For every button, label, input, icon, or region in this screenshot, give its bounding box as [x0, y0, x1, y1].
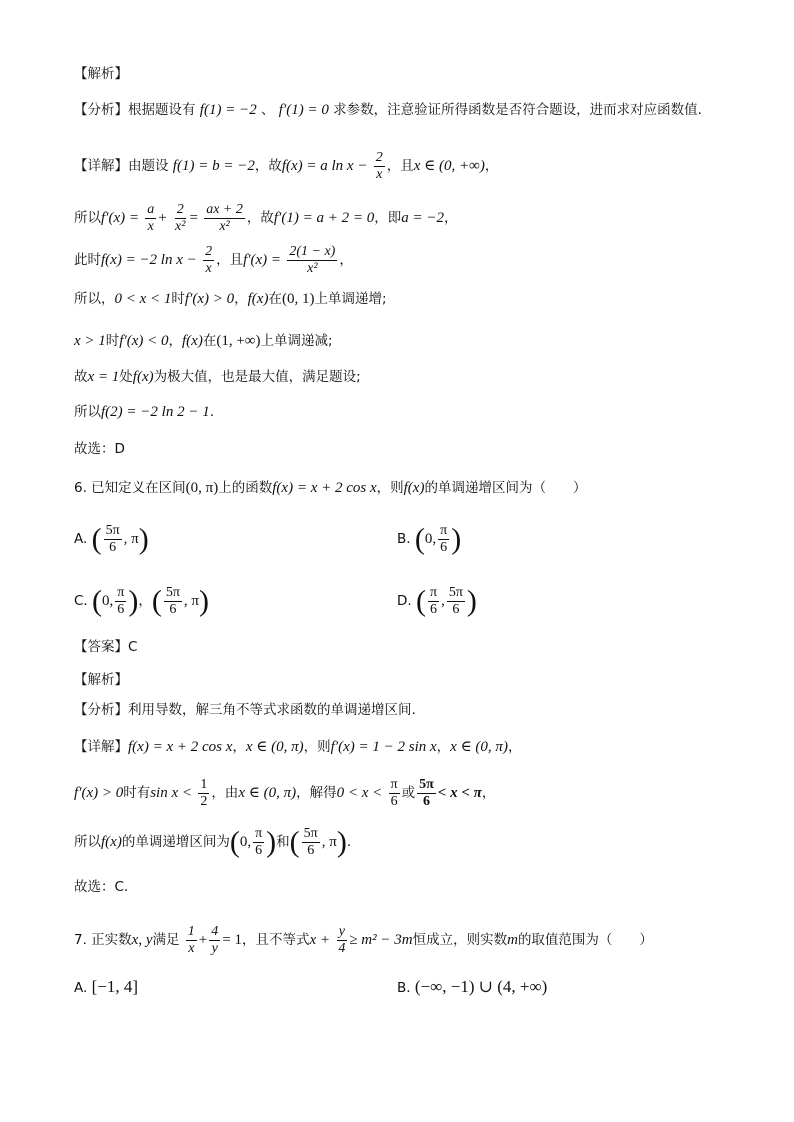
math: ≥ m² − 3m	[349, 932, 413, 949]
text: 根据题设有	[128, 102, 196, 118]
math: f(x) = x + 2 cos x	[128, 739, 233, 755]
option-b[interactable]	[397, 977, 547, 997]
detail-line-1	[74, 150, 498, 183]
text: ，故	[254, 158, 282, 175]
text: 、	[261, 102, 275, 118]
math: x ∈ (0, π)	[238, 785, 297, 802]
fraction: $\frac{a}{x}$	[147, 202, 155, 235]
math: x +	[309, 932, 331, 949]
math: (0, π)	[185, 480, 219, 496]
math: f(x)	[132, 369, 154, 385]
answer-line: 故选：D	[74, 441, 125, 457]
option-label: B.	[397, 980, 411, 996]
analysis-line: 【分析】利用导数，解三角不等式求函数的单调递增区间.	[74, 702, 416, 718]
math: f(1) = −2	[199, 102, 257, 118]
math: x ∈ (0, π)	[450, 739, 508, 755]
detail-line-1: 【详解】f(x) = x + 2 cos x，x ∈ (0, π)，则f′(x) = 1 − 2 sin x，x ∈ (0, π)，	[74, 739, 522, 755]
fraction: $\frac{\pi}{6}$	[117, 585, 125, 618]
text: 处	[119, 369, 133, 385]
text: ，	[484, 158, 499, 175]
math: 0 < x <	[336, 785, 383, 802]
option-label: B.	[397, 531, 411, 548]
text: 时	[105, 333, 120, 349]
answer-line: 故选：C.	[74, 879, 129, 895]
math: f′(x) = 1 − 2 sin x	[330, 739, 437, 755]
analysis-line	[74, 103, 702, 118]
fraction: $\frac{5\pi}{6}$	[303, 826, 318, 859]
detail-line-4	[74, 292, 387, 307]
math: f′(1) = 0	[278, 102, 329, 118]
math: f(x)	[247, 291, 269, 307]
fraction: $\frac{2}{x}$	[375, 150, 383, 183]
math: f(x)	[403, 480, 425, 496]
text: .	[209, 404, 214, 420]
text: 所以	[74, 404, 101, 420]
detail-line-7	[74, 405, 214, 420]
math: f′(x) < 0	[119, 333, 169, 349]
math: f(x)	[101, 834, 122, 851]
question-6-stem	[74, 481, 586, 496]
detail-tag: 【详解】	[74, 158, 128, 175]
math: sin x <	[150, 785, 193, 802]
option-label: A.	[74, 980, 88, 996]
text: ，即	[374, 210, 402, 227]
text: 此时	[74, 252, 101, 269]
fraction: $\frac{5\pi}{6}$	[448, 585, 463, 618]
answer-tag: 【答案】C	[74, 639, 138, 655]
option-label: A.	[74, 531, 88, 548]
math: a = −2	[401, 210, 444, 227]
text: 在	[268, 291, 282, 307]
math: f′(x) =	[243, 252, 282, 269]
text: 6. 已知定义在区间	[74, 480, 186, 496]
text: 故	[74, 369, 88, 385]
analysis-heading: 【解析】	[74, 66, 128, 82]
detail-line-6	[74, 370, 361, 385]
math: (0, 1)	[281, 291, 315, 307]
text: 为极大值，也是最大值，满足题设;	[153, 369, 361, 385]
option-d[interactable]: D. ( $\frac{\pi}{6}$ , $\frac{5\pi}{6}$ )	[397, 584, 477, 618]
math: f′(1) = a + 2 = 0	[273, 210, 375, 227]
fraction: $\frac{2}{\text{x²}}$	[175, 202, 186, 235]
math: f(x)	[182, 333, 203, 349]
text: ，	[339, 252, 353, 269]
math: x, y	[131, 932, 153, 949]
option-value: [−1, 4]	[91, 977, 139, 996]
math: x ∈ (0, π)	[245, 739, 304, 755]
fraction: $\frac{ax + 2}{\text{x²}}$	[206, 202, 243, 235]
math: +	[158, 210, 167, 227]
math: f(x) = −2 ln x −	[101, 252, 197, 269]
detail-line-2: f′(x) > 0时有sin x < $\frac{1}{2}$ ，由x ∈ (0, π)，解得0 < x < $\frac{\pi}{6}$ 或 $\frac{5\pi}{6}$ < x < π，	[74, 777, 496, 810]
text: ，	[234, 291, 248, 307]
fraction: $\frac{\pi}{6}$	[429, 585, 438, 618]
fraction: $\frac{2(1 - x)}{\text{x²}}$	[289, 244, 336, 277]
math: x ∈ (0, +∞)	[413, 158, 485, 175]
math: f(2) = −2 ln 2 − 1	[101, 404, 210, 420]
text: ，且	[216, 252, 244, 269]
option-label: D.	[397, 593, 412, 610]
text: ，且	[386, 158, 414, 175]
text: 在	[202, 333, 217, 349]
option-b[interactable]: B. (0, $\frac{\pi}{6}$ )	[397, 522, 462, 556]
math: f(x) = a ln x −	[281, 158, 368, 175]
fraction: $\frac{2}{x}$	[205, 244, 213, 277]
text: ，	[443, 210, 458, 227]
detail-line-2	[74, 202, 457, 235]
math: < x < π	[437, 785, 482, 802]
math: = 1	[222, 932, 242, 949]
detail-tag: 【详解】	[74, 739, 128, 755]
math: m	[507, 932, 518, 949]
text: 的单调递增区间为（ ）	[424, 480, 587, 496]
detail-line-3	[74, 244, 353, 277]
math: f(x) = x + 2 cos x	[272, 480, 377, 496]
text: 求参数，注意验证所得函数是否符合题设，进而求对应函数值.	[333, 102, 702, 118]
text: 上的函数	[218, 480, 273, 496]
text: 上单调递增;	[314, 291, 387, 307]
text: 所以	[74, 210, 101, 227]
option-value: (−∞, −1) ∪ (4, +∞)	[414, 977, 548, 996]
math: f′(x) > 0	[184, 291, 235, 307]
text: ，	[168, 333, 182, 349]
detail-line-5	[74, 334, 333, 349]
text: 上单调递减;	[260, 333, 333, 349]
option-a[interactable]	[74, 977, 138, 997]
math: x > 1	[74, 333, 106, 349]
fraction: $\frac{5\pi}{6}$	[419, 777, 434, 810]
math: 0 < x < 1	[114, 291, 172, 307]
math: (1, +∞)	[216, 333, 261, 349]
fraction: $\frac{1}{2}$	[200, 777, 208, 810]
option-c[interactable]: C. (0, $\frac{\pi}{6}$ )，( $\frac{5\pi}{6}$ , π)	[74, 584, 209, 618]
math: f′(x) > 0	[74, 785, 124, 802]
fraction: $\frac{5\pi}{6}$	[105, 523, 120, 556]
fraction: $\frac{5\pi}{6}$	[165, 585, 180, 618]
text: 所以，	[74, 291, 115, 307]
fraction: $\frac{1}{x}$	[187, 924, 195, 957]
text: 由题设	[128, 158, 169, 175]
text: ，则	[376, 480, 404, 496]
fraction: $\frac{\pi}{6}$	[440, 523, 448, 556]
analysis-heading: 【解析】	[74, 672, 128, 688]
text: ，故	[246, 210, 274, 227]
math: =	[189, 210, 198, 227]
fraction: $\frac{y}{4}$	[338, 924, 346, 957]
option-a[interactable]: A. ( $\frac{5\pi}{6}$ , π)	[74, 522, 149, 556]
analysis-tag: 【分析】	[74, 102, 128, 118]
fraction: $\frac{4}{y}$	[211, 924, 219, 957]
option-label: C.	[74, 593, 88, 610]
text: 时	[171, 291, 185, 307]
math: x = 1	[87, 369, 120, 385]
fraction: $\frac{\pi}{6}$	[255, 826, 263, 859]
fraction: $\frac{\pi}{6}$	[390, 777, 398, 810]
math: f(1) = b = −2	[172, 158, 255, 175]
question-7-stem: 7. 正实数x, y满足 $\frac{1}{x}$ + $\frac{4}{y}$ = 1，且不等式x + $\frac{y}{4}$ ≥ m² − 3m恒成立，则实数m的取值范围为（ ）	[74, 924, 653, 957]
detail-line-3: 所以f(x)的单调递增区间为(0, $\frac{\pi}{6}$ )和( $\frac{5\pi}{6}$ , π).	[74, 825, 352, 859]
math: f′(x) =	[101, 210, 139, 227]
